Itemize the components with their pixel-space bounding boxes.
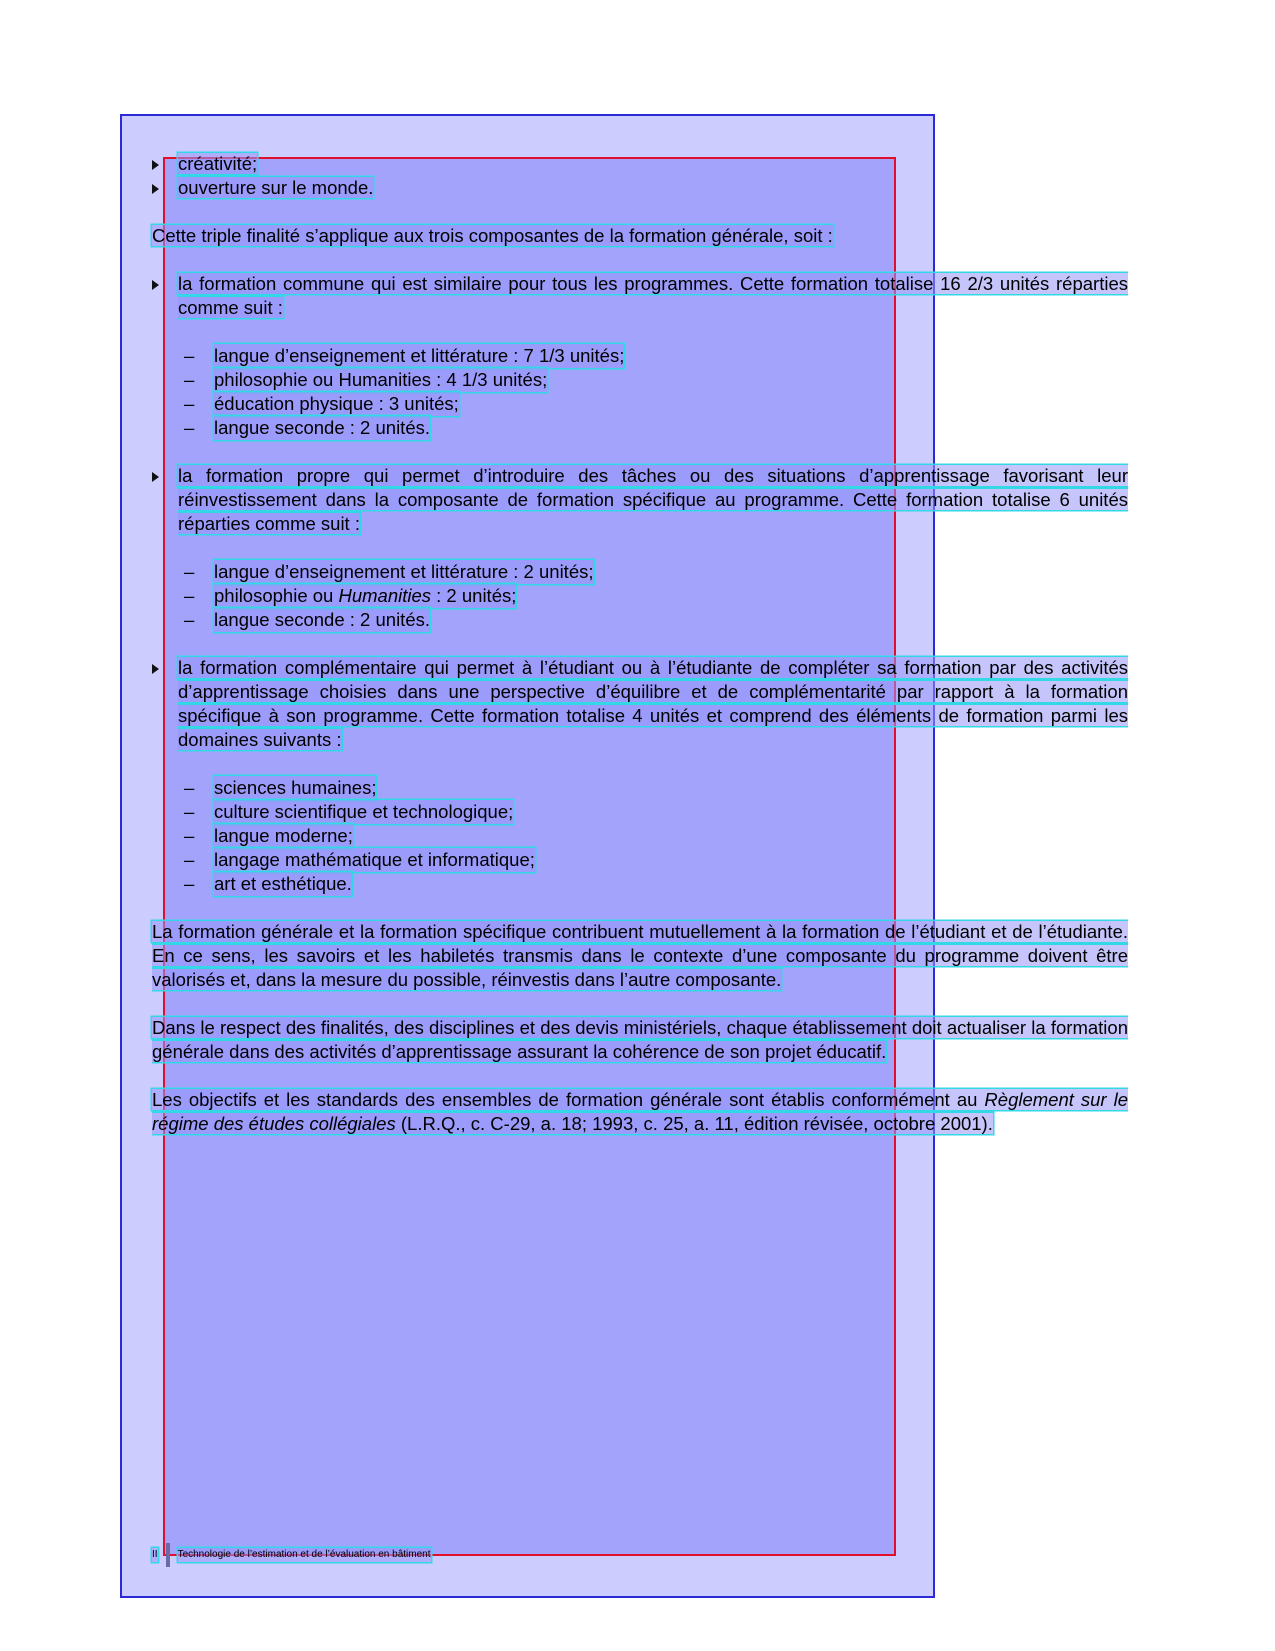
- sub-item: – langue d’enseignement et littérature : 7 1/3 unités;: [184, 345, 625, 366]
- sub-item: – philosophie ou Humanities : 2 unités;: [184, 585, 517, 606]
- bullet-icon: [152, 176, 178, 200]
- component-formation-commune: [152, 272, 1128, 320]
- dash-icon: –: [184, 801, 195, 822]
- dash-icon: –: [184, 345, 195, 366]
- paragraph-reglement: Les objectifs et les standards des ensembles de formation générale sont établis conformément au Règlement sur le régime des études collégiales (L.R.Q., c. C-29, a. 18; 1993, c. 25, a. 11, édition révisée, octobre 2001).: [152, 1089, 1129, 1134]
- paragraph: La formation générale et la formation spécifique contribuent mutuellement à la formation de l’étudiant et de l’étudiante. En ce sens, les savoirs et les habiletés transmis dans le contexte d’une composante du programme doivent être valorisés et, dans la mesure du possible, réinvestis dans l’autre composante.: [152, 921, 1128, 990]
- footer-divider: [166, 1543, 170, 1567]
- dash-icon: –: [184, 585, 195, 606]
- component-formation-complementaire: [152, 656, 1128, 752]
- component-formation-propre: [152, 464, 1128, 536]
- dash-icon: –: [184, 369, 195, 390]
- component-text: la formation complémentaire qui permet à l’étudiant ou à l’étudiante de compléter sa formation par des activités d’apprentissage choisies dans une perspective d’équilibre et de complémentarité par rapport à la formation spécifique à son programme. Cette formation totalise 4 unités et comprend des éléments de formation parmi les domaines suivants :: [178, 657, 1128, 750]
- bullet-icon: [152, 152, 178, 176]
- component-text: la formation propre qui permet d’introduire des tâches ou des situations d’apprentissage favorisant leur réinvestissement dans la composante de formation spécifique au programme. Cette formation totalise 6 unités réparties comme suit :: [178, 465, 1128, 534]
- sub-item: – art et esthétique.: [184, 873, 352, 894]
- bullet-icon: [152, 656, 178, 680]
- page-footer: [152, 1543, 431, 1567]
- dash-icon: –: [184, 393, 195, 414]
- dash-icon: –: [184, 561, 195, 582]
- list-item: [152, 176, 1128, 200]
- sub-item: – langage mathématique et informatique;: [184, 849, 535, 870]
- sub-item: – sciences humaines;: [184, 777, 377, 798]
- dash-icon: –: [184, 777, 195, 798]
- dash-icon: –: [184, 873, 195, 894]
- dash-icon: –: [184, 417, 195, 438]
- sub-list: [152, 560, 1128, 632]
- footer-title: Technologie de l’estimation et de l’évaluation en bâtiment: [177, 1549, 431, 1560]
- sub-item: – langue seconde : 2 unités.: [184, 417, 430, 438]
- sub-item: – langue d’enseignement et littérature : 2 unités;: [184, 561, 594, 582]
- sub-item: – culture scientifique et technologique;: [184, 801, 514, 822]
- list-item-text: ouverture sur le monde.: [178, 177, 374, 198]
- intro-paragraph: Cette triple finalité s’applique aux trois composantes de la formation générale, soit :: [152, 225, 833, 246]
- bullet-icon: [152, 272, 178, 296]
- sub-list: [152, 344, 1128, 440]
- sub-item: – langue seconde : 2 unités.: [184, 609, 430, 630]
- component-text: la formation commune qui est similaire pour tous les programmes. Cette formation totalise 16 2/3 unités réparties comme suit :: [178, 273, 1128, 318]
- page-number: II: [152, 1549, 158, 1560]
- document-body: [152, 152, 1128, 1136]
- dash-icon: –: [184, 609, 195, 630]
- sub-list: [152, 776, 1128, 896]
- dash-icon: –: [184, 825, 195, 846]
- sub-item: – éducation physique : 3 unités;: [184, 393, 459, 414]
- list-item: [152, 152, 1128, 176]
- sub-item: – langue moderne;: [184, 825, 353, 846]
- paragraph: Dans le respect des finalités, des disciplines et des devis ministériels, chaque établissement doit actualiser la formation générale dans des activités d’apprentissage assurant la cohérence de son projet éducatif.: [152, 1017, 1128, 1062]
- dash-icon: –: [184, 849, 195, 870]
- sub-item: – philosophie ou Humanities : 4 1/3 unités;: [184, 369, 548, 390]
- list-item-text: créativité;: [178, 153, 258, 174]
- bullet-icon: [152, 464, 178, 488]
